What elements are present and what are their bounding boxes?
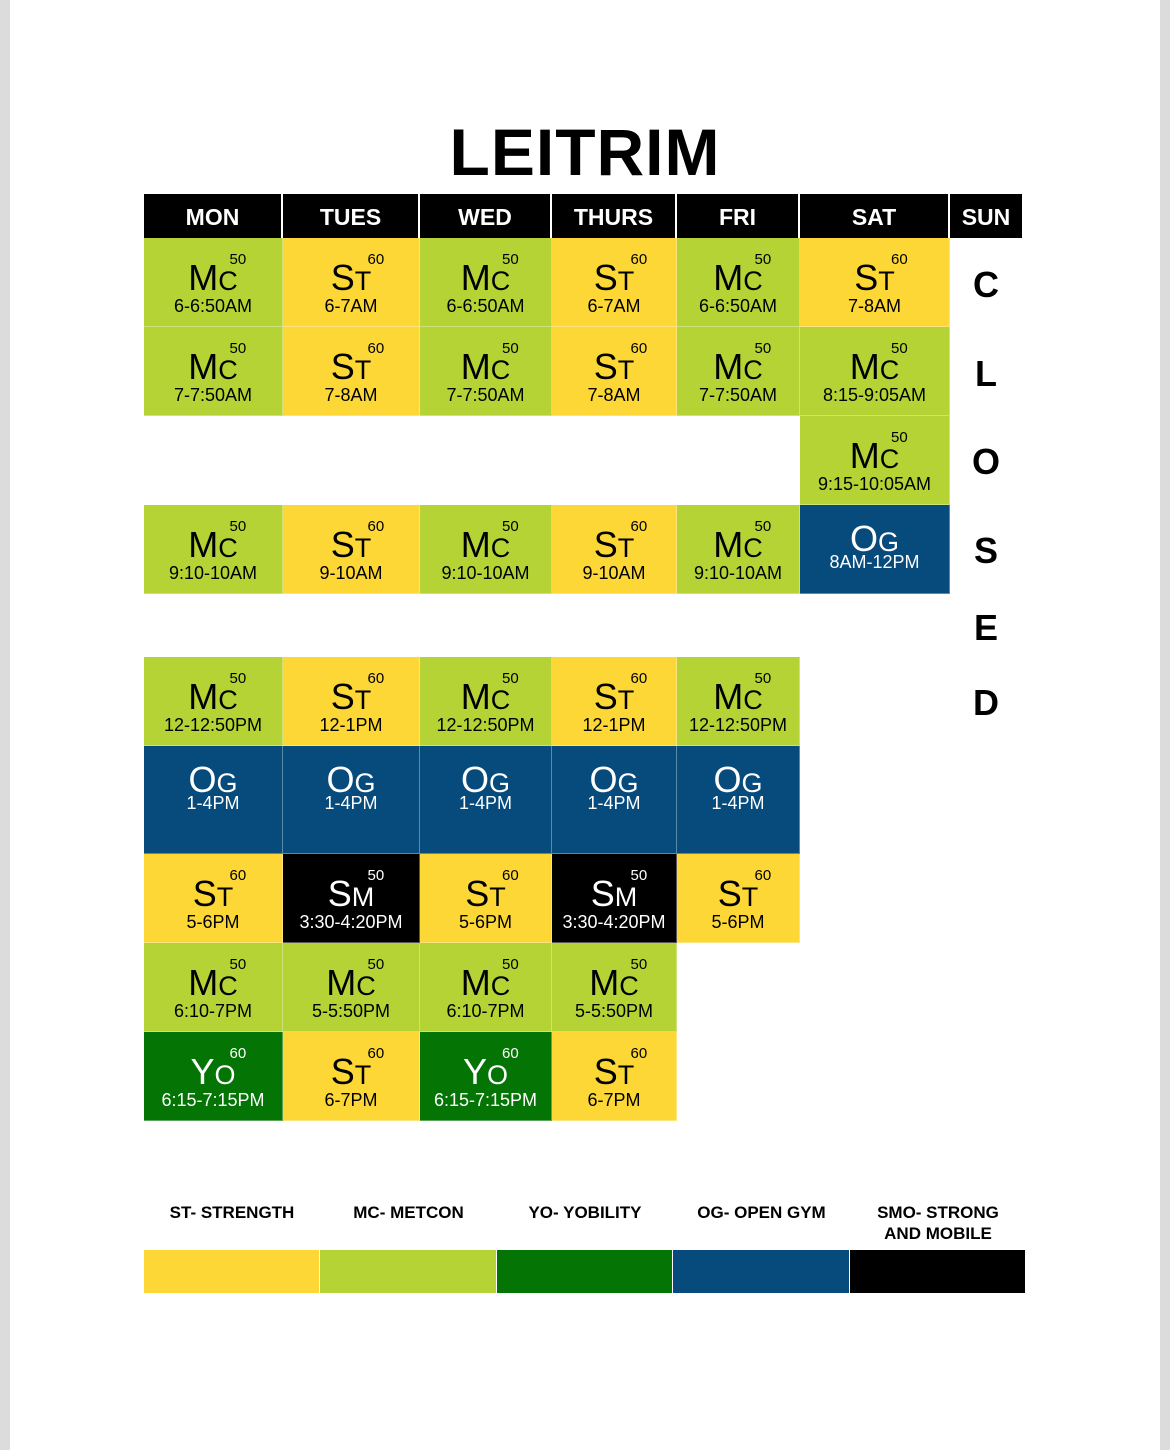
class-code-initial: S: [593, 676, 618, 717]
class-code-rest: C: [490, 971, 511, 1001]
class-code-rest: T: [617, 266, 635, 296]
class-time: 6:15-7:15PM: [433, 1090, 538, 1110]
class-duration: 50: [754, 518, 772, 535]
class-cell: [552, 657, 677, 746]
class-code-rest: T: [354, 1060, 372, 1090]
legend-swatch-st: [144, 1250, 320, 1293]
class-code-initial: M: [188, 257, 219, 298]
class-code-rest: C: [490, 355, 511, 385]
class-cell: [552, 505, 677, 594]
class-cell: [420, 943, 552, 1032]
class-code-rest: C: [743, 533, 763, 563]
class-time: 6:15-7:15PM: [161, 1090, 265, 1110]
class-duration: 50: [502, 956, 519, 973]
class-duration: 50: [229, 956, 247, 973]
class-duration: 60: [367, 1045, 385, 1062]
class-code-rest: C: [490, 533, 511, 563]
class-duration: 50: [502, 251, 519, 268]
class-code-initial: S: [590, 873, 615, 914]
class-code-rest: C: [879, 355, 900, 385]
class-cell: [283, 943, 420, 1032]
class-cell: [144, 1032, 283, 1121]
class-code-rest: T: [617, 355, 635, 385]
class-code-rest: G: [354, 768, 376, 798]
class-code-initial: M: [460, 257, 491, 298]
class-duration: 50: [754, 251, 772, 268]
class-time: 8AM-12PM: [829, 552, 920, 572]
class-code-rest: T: [878, 266, 895, 296]
class-time: 3:30-4:20PM: [562, 912, 666, 932]
day-header-sun: SUN: [950, 194, 1022, 238]
class-code-rest: M: [614, 882, 638, 912]
class-code-initial: M: [188, 346, 219, 387]
class-code-rest: O: [214, 1060, 236, 1090]
class-duration: 60: [367, 670, 385, 687]
class-code-rest: C: [879, 444, 900, 474]
class-code-initial: S: [330, 1051, 355, 1092]
class-code-initial: S: [717, 873, 742, 914]
legend-swatch-sm: [850, 1250, 1026, 1293]
class-code-initial: S: [465, 873, 490, 914]
class-code-rest: T: [617, 685, 635, 715]
class-cell: [800, 327, 950, 416]
class-code-rest: T: [617, 1060, 635, 1090]
class-code-rest: G: [617, 768, 639, 798]
closed-letter-l: L: [975, 353, 997, 394]
class-cell: [800, 416, 950, 505]
class-cell: [283, 657, 420, 746]
class-duration: 60: [367, 518, 385, 535]
class-code-initial: S: [593, 346, 618, 387]
class-code-initial: M: [460, 962, 491, 1003]
class-cell: [800, 238, 950, 327]
class-code-initial: O: [326, 759, 355, 800]
closed-letter-s: S: [973, 530, 998, 571]
class-time: 9:10-10AM: [441, 563, 530, 583]
legend-label-yo: YO- YOBILITY: [528, 1203, 642, 1222]
class-code-rest: O: [487, 1060, 509, 1090]
class-code-initial: S: [854, 257, 879, 298]
class-duration: 50: [754, 670, 772, 687]
day-header-mon: MON: [144, 194, 283, 238]
class-code-initial: M: [326, 962, 357, 1003]
class-code-initial: M: [713, 676, 744, 717]
class-cell: [677, 327, 800, 416]
class-duration: 60: [367, 340, 385, 357]
class-code-rest: C: [218, 685, 238, 715]
class-code-rest: G: [741, 768, 763, 798]
legend-swatch-og: [673, 1250, 850, 1293]
legend-swatch-yo: [497, 1250, 673, 1293]
class-time: 6:10-7PM: [446, 1001, 525, 1021]
class-code-initial: M: [460, 676, 491, 717]
class-cell: [283, 327, 420, 416]
class-code-rest: C: [218, 355, 238, 385]
class-time: 1-4PM: [324, 793, 378, 813]
day-header-sat: SAT: [800, 194, 950, 238]
class-code-rest: T: [489, 882, 506, 912]
class-code-initial: O: [713, 759, 742, 800]
legend-label-mc: MC- METCON: [353, 1203, 464, 1222]
class-code-initial: M: [188, 676, 219, 717]
class-time: 9:10-10AM: [168, 563, 258, 583]
class-duration: 60: [754, 867, 772, 884]
class-duration: 60: [630, 1045, 648, 1062]
class-time: 5-6PM: [458, 912, 512, 932]
class-cell: [420, 854, 552, 943]
closed-letter-e: E: [973, 607, 998, 648]
class-code-rest: C: [490, 685, 511, 715]
class-time: 6-6:50AM: [446, 296, 525, 316]
class-code-initial: M: [849, 435, 880, 476]
class-cell: [283, 1032, 420, 1121]
class-cell: [144, 746, 283, 854]
class-code-rest: G: [216, 768, 238, 798]
class-time: 12-1PM: [319, 715, 383, 735]
class-cell: [552, 1032, 677, 1121]
class-time: 1-4PM: [587, 793, 641, 813]
class-duration: 50: [229, 518, 247, 535]
class-code-rest: C: [218, 971, 238, 1001]
class-code-rest: C: [743, 685, 763, 715]
class-code-initial: M: [188, 962, 219, 1003]
class-time: 1-4PM: [711, 793, 765, 813]
class-cell: [283, 505, 420, 594]
class-duration: 50: [630, 956, 648, 973]
class-duration: 50: [502, 670, 519, 687]
class-cell: [144, 943, 283, 1032]
class-time: 7-8AM: [324, 385, 378, 405]
class-code-rest: C: [356, 971, 376, 1001]
class-cell: [144, 327, 283, 416]
class-code-rest: C: [743, 266, 763, 296]
class-code-initial: S: [330, 346, 355, 387]
class-time: 9:10-10AM: [693, 563, 783, 583]
class-cell: [420, 238, 552, 327]
class-duration: 60: [229, 1045, 247, 1062]
closed-letter-o: O: [971, 441, 1000, 482]
class-time: 9-10AM: [582, 563, 646, 583]
class-cell: [552, 238, 677, 327]
class-cell: [800, 505, 950, 594]
day-header-fri: FRI: [677, 194, 800, 238]
class-cell: [552, 327, 677, 416]
class-code-initial: O: [589, 759, 618, 800]
class-duration: 60: [367, 251, 385, 268]
class-time: 6-7AM: [324, 296, 378, 316]
closed-letter-c: C: [973, 264, 999, 305]
class-code-initial: M: [713, 257, 744, 298]
class-cell: [144, 505, 283, 594]
class-code-initial: M: [460, 346, 491, 387]
class-duration: 50: [891, 340, 908, 357]
class-cell: [420, 746, 552, 854]
class-code-initial: O: [460, 759, 489, 800]
class-code-rest: T: [617, 533, 635, 563]
class-cell: [552, 746, 677, 854]
class-cell: [677, 657, 800, 746]
class-duration: 60: [630, 340, 648, 357]
class-time: 3:30-4:20PM: [299, 912, 403, 932]
class-code-initial: S: [593, 257, 618, 298]
class-code-rest: C: [619, 971, 639, 1001]
class-code-initial: Y: [462, 1051, 487, 1092]
class-code-initial: M: [188, 524, 219, 565]
class-code-rest: T: [741, 882, 759, 912]
class-cell: [144, 657, 283, 746]
class-code-initial: O: [188, 759, 217, 800]
class-time: 7-8AM: [847, 296, 901, 316]
class-cell: [420, 1032, 552, 1121]
class-time: 12-12:50PM: [436, 715, 535, 735]
day-header-thurs: THURS: [552, 194, 677, 238]
class-cell: [420, 327, 552, 416]
class-cell: [420, 505, 552, 594]
legend-label-st: ST- STRENGTH: [169, 1203, 295, 1222]
class-code-rest: C: [218, 533, 238, 563]
class-time: 9-10AM: [319, 563, 383, 583]
class-time: 6-6:50AM: [698, 296, 778, 316]
day-header-tues: TUES: [283, 194, 420, 238]
class-code-initial: Y: [190, 1051, 215, 1092]
class-cell: [283, 746, 420, 854]
class-duration: 50: [630, 867, 648, 884]
class-duration: 60: [630, 518, 648, 535]
class-code-initial: S: [327, 873, 352, 914]
class-cell: [144, 854, 283, 943]
class-time: 6-6:50AM: [173, 296, 253, 316]
class-code-rest: T: [354, 355, 372, 385]
class-cell: [144, 238, 283, 327]
class-duration: 60: [502, 867, 519, 884]
class-time: 5-6PM: [711, 912, 765, 932]
class-duration: 50: [367, 956, 385, 973]
class-duration: 50: [229, 340, 247, 357]
class-code-rest: C: [490, 266, 511, 296]
class-code-initial: S: [593, 1051, 618, 1092]
class-code-initial: M: [460, 524, 491, 565]
class-time: 5-5:50PM: [574, 1001, 654, 1021]
class-time: 7-7:50AM: [173, 385, 253, 405]
class-cell: [283, 238, 420, 327]
class-code-rest: T: [354, 533, 372, 563]
class-time: 7-8AM: [587, 385, 641, 405]
class-time: 7-7:50AM: [446, 385, 525, 405]
legend-swatch-mc: [320, 1250, 497, 1293]
class-code-initial: M: [713, 346, 744, 387]
class-cell: [677, 746, 800, 854]
class-code-rest: T: [216, 882, 234, 912]
class-time: 6:10-7PM: [173, 1001, 253, 1021]
class-duration: 60: [630, 670, 648, 687]
class-time: 1-4PM: [458, 793, 512, 813]
day-header-wed: WED: [420, 194, 552, 238]
class-code-rest: G: [878, 527, 900, 557]
class-code-rest: C: [218, 266, 238, 296]
class-cell: [677, 854, 800, 943]
class-duration: 60: [630, 251, 648, 268]
class-duration: 50: [229, 251, 247, 268]
class-code-initial: S: [192, 873, 217, 914]
class-code-rest: T: [354, 266, 372, 296]
class-duration: 50: [502, 340, 519, 357]
class-time: 12-12:50PM: [163, 715, 263, 735]
class-time: 5-5:50PM: [311, 1001, 391, 1021]
class-duration: 60: [891, 251, 908, 268]
class-duration: 60: [229, 867, 247, 884]
closed-letter-d: D: [973, 682, 999, 723]
class-cell: [677, 238, 800, 327]
class-code-rest: C: [743, 355, 763, 385]
class-code-initial: S: [593, 524, 618, 565]
class-code-initial: M: [849, 346, 880, 387]
class-code-initial: S: [330, 524, 355, 565]
class-code-rest: G: [489, 768, 511, 798]
class-code-initial: O: [849, 518, 878, 559]
class-duration: 60: [502, 1045, 519, 1062]
class-cell: [420, 657, 552, 746]
class-code-initial: S: [330, 676, 355, 717]
class-duration: 50: [754, 340, 772, 357]
class-time: 12-1PM: [582, 715, 646, 735]
legend-label-sm: SMO- STRONG AND MOBILE: [877, 1203, 999, 1243]
class-code-initial: S: [330, 257, 355, 298]
class-time: 8:15-9:05AM: [822, 385, 927, 405]
class-time: 5-6PM: [186, 912, 240, 932]
class-cell: [677, 505, 800, 594]
class-cell: [552, 943, 677, 1032]
class-code-initial: M: [589, 962, 620, 1003]
class-time: 6-7PM: [587, 1090, 641, 1110]
class-time: 1-4PM: [186, 793, 240, 813]
class-duration: 50: [502, 518, 519, 535]
class-code-rest: M: [351, 882, 375, 912]
class-cell: [283, 854, 420, 943]
class-cell: [552, 854, 677, 943]
class-duration: 50: [367, 867, 385, 884]
class-time: 9:15-10:05AM: [817, 474, 932, 494]
class-time: 12-12:50PM: [688, 715, 788, 735]
class-code-rest: T: [354, 685, 372, 715]
class-duration: 50: [229, 670, 247, 687]
class-code-initial: M: [713, 524, 744, 565]
legend-label-og: OG- OPEN GYM: [697, 1203, 826, 1222]
class-duration: 50: [891, 429, 908, 446]
class-time: 6-7PM: [324, 1090, 378, 1110]
page-title: LEITRIM: [449, 115, 721, 189]
class-time: 6-7AM: [587, 296, 641, 316]
class-time: 7-7:50AM: [698, 385, 778, 405]
